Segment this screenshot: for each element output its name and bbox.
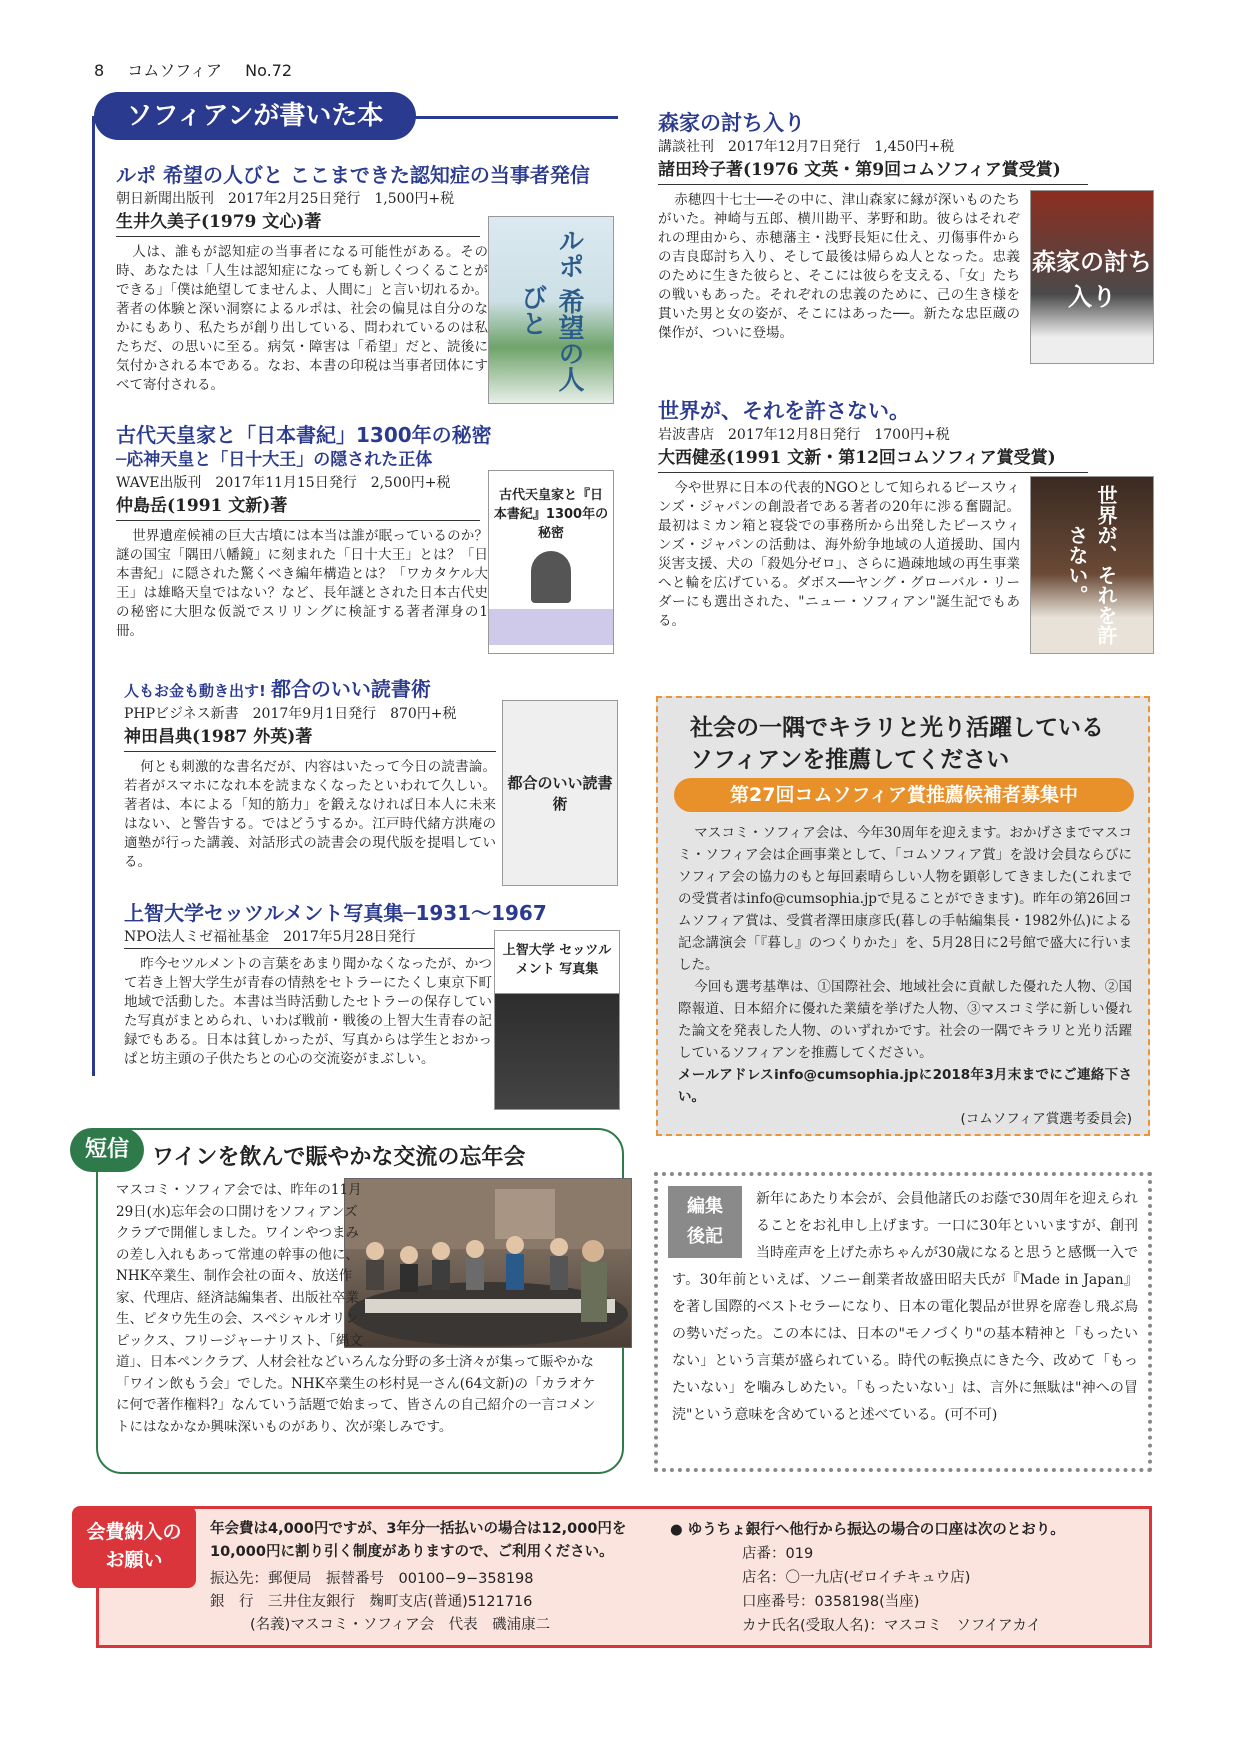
section-left-rule (92, 116, 95, 1076)
news-title: ワインを飲んで賑やかな交流の忘年会 (152, 1145, 526, 1170)
cover-title: ルポ 希望の人びと (517, 227, 584, 393)
book-publisher: PHPビジネス新書 2017年9月1日発行 870円+税 (124, 706, 457, 722)
book-cover-2 (488, 470, 614, 654)
book-title: 森家の討ち入り (658, 111, 805, 135)
book-publisher: WAVE出版刊 2017年11月15日発行 2,500円+税 (116, 475, 451, 491)
book-review: 何とも刺激的な書名だが、内容はいたって今日の読書論。若者がスマホになれ本を読まなくなったといわれて久しい。著者は、本による「知的筋力」を鍛えなければ日本人に未来はない、と警告する。ではどうするか。江戸時代緒方洪庵の適塾が行った講義、対話形式の読書会の現代版を提唱している。 (124, 759, 496, 870)
yucho-account-holder: カナ氏名(受取人名)：マスコミ ソフイアカイ (742, 1618, 1041, 1634)
book-publisher: 朝日新聞出版刊 2017年2月25日発行 1,500円+税 (116, 191, 455, 207)
editor-badge (668, 1186, 742, 1258)
cover-title: 森家の討ち入り (1032, 248, 1152, 311)
book-kicker: 人もお金も動き出す! (124, 682, 266, 700)
book-title: 古代天皇家と「日本書紀」1300年の秘密 (116, 423, 492, 447)
fee-info (210, 1518, 680, 1637)
yucho-branch-name: 店名：〇一九店(ゼロイチキュウ店) (742, 1570, 971, 1586)
book-publisher: 講談社刊 2017年12月7日発行 1,450円+税 (658, 139, 955, 155)
recommend-signature: (コムソフィア賞選考委員会) (960, 1111, 1132, 1127)
yucho-branch-number: 店番：019 (742, 1546, 814, 1562)
fee-badge-line1: 会費納入の (86, 1521, 182, 1543)
cover-band (489, 609, 613, 645)
book-review: 昨今セツルメントの言葉をあまり聞かなくなったが、かつて若き上智大学生が青春の情熱をセトラーにたくし東京下町地域で活動した。本書は当時活動したセトラーの保存していた写真がまとめられ、いわば戦前・戦後の上智大生青春の記録でもある。日本は貧しかったが、写真からは学生とおかっぱと坊主頭の子供たちとの心の交流姿がまぶしい。 (124, 956, 492, 1067)
book-review: 世界遺産候補の巨大古墳には本当は誰が眠っているのか？謎の国宝「隅田八幡鏡」に刻まれた「日十大王」とは？「日本書紀」に隠された驚くべき編年構造とは？「ワカタケル大王」は雄略天皇ではない？など、長年謎とされた日本古代史の秘密に大胆な仮説でスリリングに検証する著者渾身の1冊。 (116, 528, 488, 639)
section-banner: ソフィアンが書いた本 (94, 92, 416, 140)
book-subtitle: ─応神天皇と「日十大王」の隠された正体 (116, 450, 433, 470)
fee-text: 年会費は4,000円ですが、3年分一括払いの場合は12,000円を10,000円に割り引く制度がありますので、ご利用ください。 (210, 1521, 627, 1560)
fee-postal: 振込先：郵便局 振替番号 00100−9−358198 (210, 1571, 534, 1587)
book-cover-3 (502, 700, 618, 886)
cover-title: 世界が、それを許さない。 (1065, 485, 1118, 645)
magazine-name: コムソフィア (127, 61, 223, 80)
book-author: 仲島岳(1991 文新)著 (116, 494, 480, 521)
fee-badge-line2: お願い (105, 1549, 163, 1571)
yucho-account-number: 口座番号：0358198(当座) (742, 1594, 920, 1610)
editor-badge-line1: 編集 (687, 1196, 723, 1217)
book-title: ルポ 希望の人びと ここまできた認知症の当事者発信 (116, 163, 590, 187)
yucho-heading: ● ゆうちょ銀行へ他行から振込の場合の口座は次のとおり。 (670, 1522, 1065, 1538)
fee-bank: 銀 行 三井住友銀行 麹町支店(普通)5121716 (210, 1594, 533, 1610)
recommend-paragraph-1: マスコミ・ソフィア会は、今年30周年を迎えます。おかげさまでマスコミ・ソフィア会は企画事業として、「コムソフィア賞」を設け会員ならびにソフィア会の協力のもと毎回素晴らしい人物を顕彰してきました(これまでの受賞者はinfo@cumsophia.jpで見ることができます)。昨年の第26回コムソフィア賞は、受賞者澤田康彦氏(暮しの手帖編集長・1982外仏)による記念講演会「『暮し』のつくりかた」を、5月28日に2号館で盛大に行いました。 (678, 825, 1132, 973)
book-review: 今や世界に日本の代表的NGOとして知られるピースウィンズ・ジャパンの創設者である著者の20年に渉る奮闘記。最初はミカン箱と寝袋での事務所から出発したピースウィンズ・ジャパンの活動は、海外紛争地域の人道援助、国内災害支援、犬の「殺処分ゼロ」、さらに過疎地域の再生事業へと輪を広げている。ダボス──ヤング・グローバル・リーダーにも選出された、"ニュー・ソフィアン"誕生記でもある。 (658, 480, 1020, 629)
cover-title: 都合のいい読書術 (507, 774, 613, 813)
book-title: 上智大学セッツルメント写真集─1931〜1967 (124, 901, 547, 925)
book-cover-4 (494, 930, 620, 1110)
recommend-body (678, 822, 1132, 1130)
book-publisher: 岩波書店 2017年12月8日発行 1700円+税 (658, 427, 950, 443)
news-text: マスコミ・ソフィア会では、昨年の11月29日(水)忘年会の口開けをソフィアンズクラブで開催しました。ワインやつまみの差し入れもあって常連の幹事の他に、NHK卒業生、制作会社の面々、放送作家、代理店、経済誌編集者、出版社卒業生、ピタウ先生の会、スペシャルオリンピックス、フリージャーナリスト、「縄文道」、日本ペンクラブ、人材会社などいろんな分野の多士済々が集って賑やかな「ワイン飲もう会」でした。NHK卒業生の杉村晃一さん(64文新)の「カラオケに何で著作権料?」なんていう話題で始まって、皆さんの自己紹介の一言コメントにはなかなか興味深いものがあり、次が楽しみです。 (116, 1182, 596, 1435)
book-title: 都合のいい読書術 (270, 677, 431, 701)
book-author: 神田昌典(1987 外英)著 (124, 725, 496, 752)
page-header (94, 58, 310, 81)
book-review: 赤穂四十七士──その中に、津山森家に縁が深いものたちがいた。神崎与五郎、横川勘平、茅野和助。彼らはそれぞれの理由から、赤穂藩主・浅野長矩に仕え、刃傷事件からの吉良邸討ち入り、そして最後は帰らぬ人となった。忠義のために生きた彼らと、そこには彼らを支える、「女」たちの戦いもあった。それぞれの忠義のために、己の生き様を貫いた男と女の姿が、そこにはあった──。新たな忠臣蔵の傑作が、ついに登場。 (658, 192, 1020, 341)
yucho-info (670, 1518, 1130, 1638)
fee-badge (72, 1506, 196, 1588)
recommend-contact: メールアドレスinfo@cumsophia.jpに2018年3月末までにご連絡下さい。 (678, 1067, 1132, 1105)
cover-title: 古代天皇家と『日本書紀』1300年の秘密 (493, 487, 609, 541)
news-badge: 短信 (70, 1128, 144, 1172)
book-review: 人は、誰もが認知症の当事者になる可能性がある。その時、あなたは「人生は認知症になっても新しくつくることができる」「僕は絶望してませんよ、人間に」と言い切れるか。著者の体験と深い洞察によるルポは、社会の偏見は自分のなかにもあり、私たちが創り出している、問われているのは私たちだ、の思いに至る。病気・障害は「希望」だと、読後に気付かされる本である。なお、本書の印税は当事者団体にすべて寄付される。 (116, 244, 488, 393)
book-cover-6 (1030, 476, 1154, 654)
book-publisher: NPO法人ミゼ福祉基金 2017年5月28日発行 (124, 926, 494, 949)
book-title: 世界が、それを許さない。 (658, 399, 910, 423)
book-author: 諸田玲子著(1976 文英・第9回コムソフィア賞受賞) (658, 158, 1088, 185)
recommend-heading (690, 712, 1104, 776)
book-cover-1 (488, 216, 614, 404)
cover-title: 上智大学 セッツルメント 写真集 (502, 943, 612, 977)
book-author: 大西健丞(1991 文新・第12回コムソフィア賞受賞) (658, 446, 1088, 473)
editor-note-text: 新年にあたり本会が、会員他諸氏のお蔭で30周年を迎えられることをお礼申し上げます。一口に30年といいますが、創刊当時産声を上げた赤ちゃんが30歳になると思うと感慨一入です。30年前といえば、ソニー創業者故盛田昭夫氏が『Made in Japan』を著し国際的ベストセラーになり、日本の電化製品が世界を席巻し飛ぶ鳥の勢いだった。この本には、日本の"モノづくり"の基本精神と「もったいない」という言葉が盛られている。時代の転換点にきた今、改めて「もったいない」を噛みしめたい。「もったいない」は、言外に無駄は"神への冒涜"という意味を含めていると述べている。(可不可) (672, 1191, 1138, 1423)
book-cover-5 (1030, 190, 1154, 364)
photo-spacer (364, 1180, 606, 1346)
news-body (116, 1180, 606, 1438)
recommend-heading-line1: 社会の一隅でキラリと光り活躍している (690, 715, 1104, 741)
recommend-pill: 第27回コムソフィア賞推薦候補者募集中 (674, 778, 1134, 812)
book-author: 生井久美子(1979 文心)著 (116, 210, 480, 237)
page-number: 8 (94, 61, 105, 80)
fee-account-name: (名義)マスコミ・ソフィア会 代表 磯浦康二 (250, 1617, 551, 1633)
recommend-heading-line2: ソフィアンを推薦してください (690, 747, 1010, 773)
editor-badge-line2: 後記 (687, 1226, 723, 1247)
mirror-image (531, 551, 571, 603)
issue-number: No.72 (245, 61, 293, 80)
recommend-paragraph-2: 今回も選考基準は、①国際社会、地域社会に貢献した優れた人物、②国際報道、日本紹介に優れた業績を挙げた人物、③マスコミ学に新しい優れた論文を発表した人物、のいずれかです。社会の一隅でキラリと光り活躍しているソフィアンを推薦してください。 (678, 979, 1132, 1061)
